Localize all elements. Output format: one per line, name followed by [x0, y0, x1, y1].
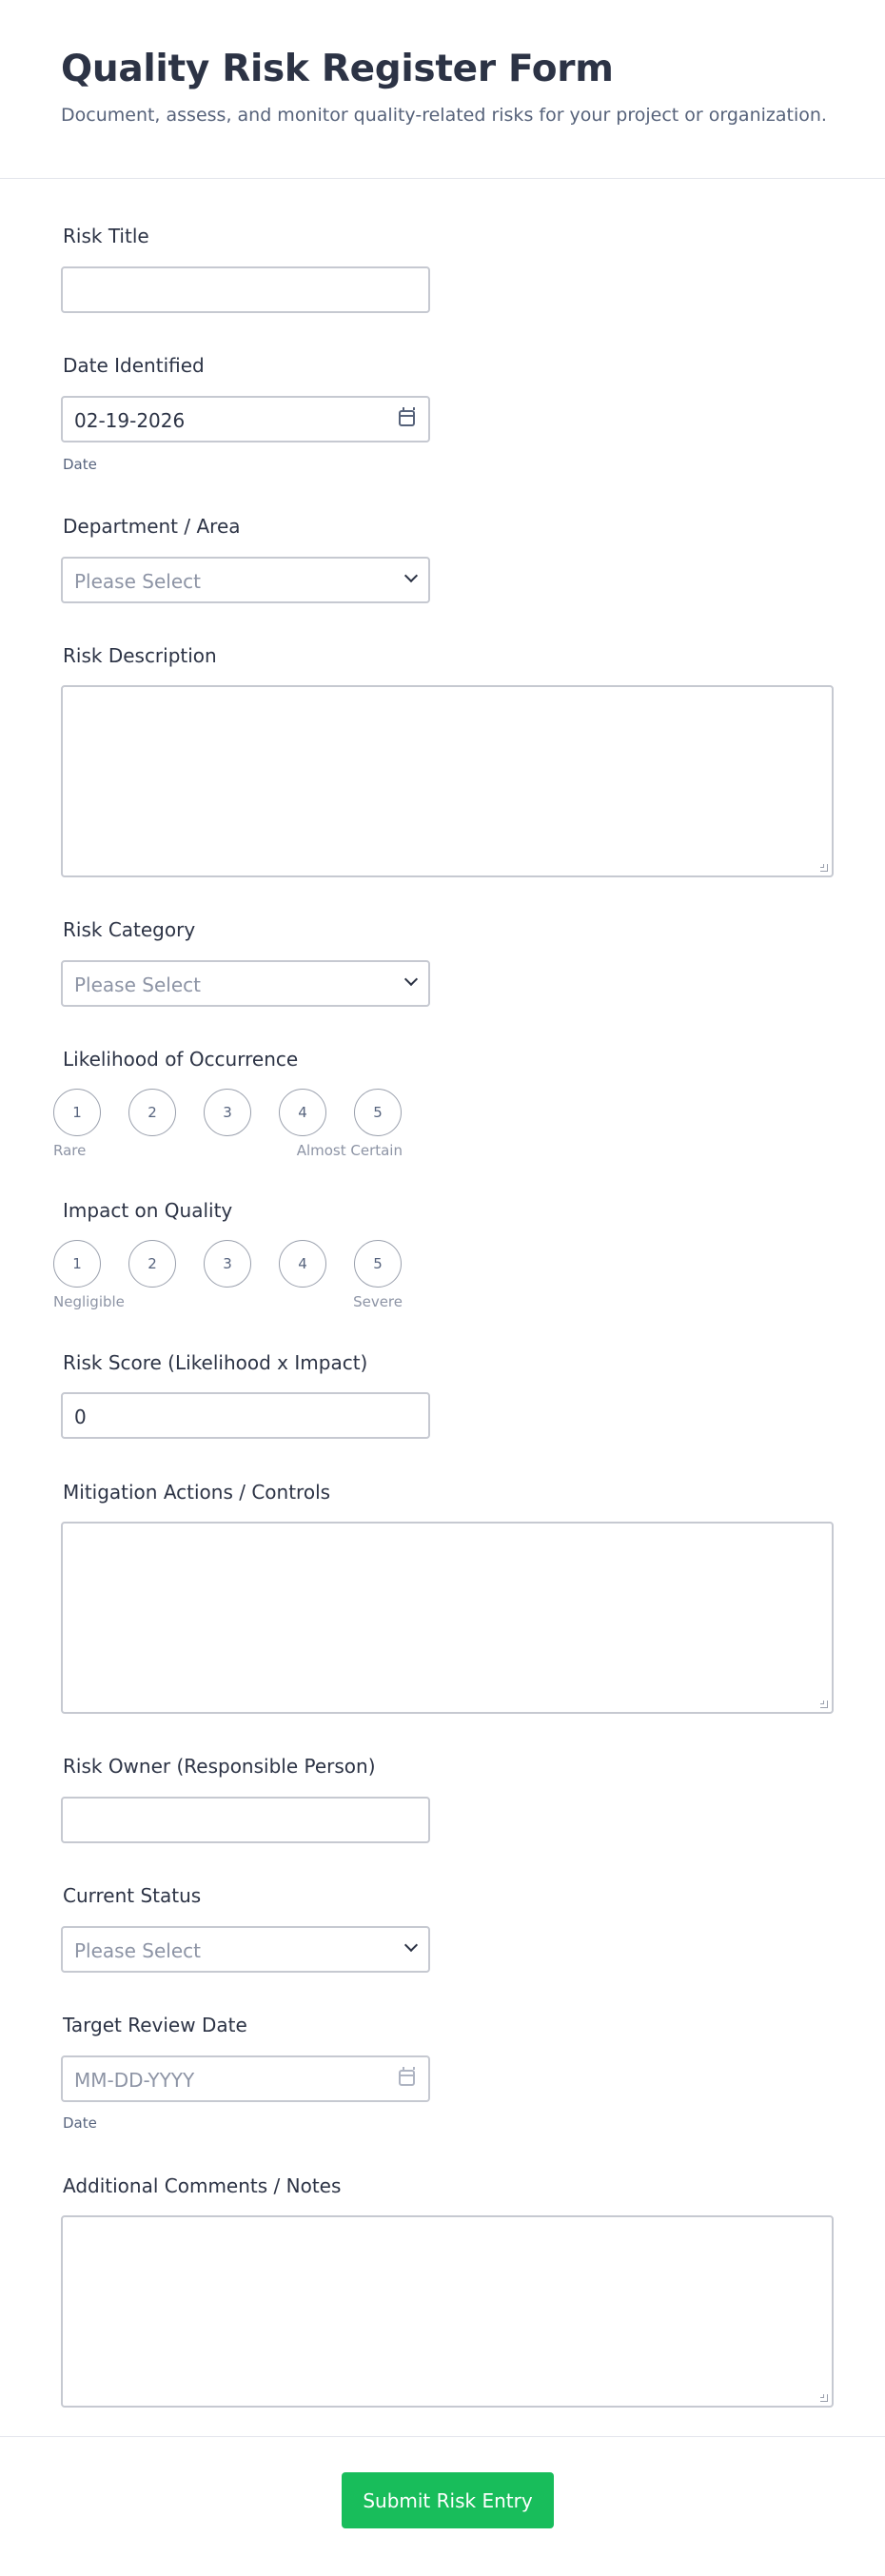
impact-option-2[interactable]: 2 [128, 1240, 176, 1288]
form-footer [0, 2436, 885, 2576]
resize-handle-icon[interactable] [820, 864, 828, 872]
chevron-down-icon [404, 569, 418, 582]
current-status-placeholder: Please Select [74, 1939, 201, 1962]
risk-description-label: Risk Description [63, 644, 217, 667]
submit-risk-entry-button[interactable]: Submit Risk Entry [342, 2472, 554, 2528]
risk-score-input[interactable] [61, 1392, 430, 1439]
mitigation-textarea[interactable] [61, 1522, 834, 1714]
comments-label: Additional Comments / Notes [63, 2174, 342, 2197]
risk-owner-input[interactable] [61, 1797, 430, 1843]
chevron-down-icon [404, 973, 418, 986]
impact-option-4[interactable]: 4 [279, 1240, 326, 1288]
resize-handle-icon[interactable] [820, 2394, 828, 2402]
likelihood-option-3[interactable]: 3 [204, 1089, 251, 1136]
impact-option-1[interactable]: 1 [53, 1240, 101, 1288]
chevron-down-icon [404, 1938, 418, 1952]
likelihood-label: Likelihood of Occurrence [63, 1048, 299, 1071]
resize-handle-icon[interactable] [820, 1701, 828, 1708]
target-review-date-input[interactable] [61, 2055, 430, 2102]
risk-category-select[interactable] [61, 960, 430, 1007]
impact-min-caption: Negligible [53, 1293, 125, 1310]
date-identified-label: Date Identified [63, 354, 205, 377]
target-review-date-label: Target Review Date [63, 2014, 247, 2036]
target-review-date-sublabel: Date [63, 2114, 97, 2132]
department-placeholder: Please Select [74, 570, 201, 593]
risk-owner-label: Risk Owner (Responsible Person) [63, 1755, 376, 1778]
risk-category-placeholder: Please Select [74, 973, 201, 996]
department-select[interactable] [61, 557, 430, 603]
current-status-label: Current Status [63, 1884, 202, 1907]
likelihood-min-caption: Rare [53, 1142, 87, 1159]
impact-option-5[interactable]: 5 [354, 1240, 402, 1288]
date-identified-value: 02-19-2026 [74, 409, 186, 432]
form-header [0, 0, 885, 179]
calendar-icon[interactable] [399, 2070, 415, 2086]
comments-textarea[interactable] [61, 2215, 834, 2408]
department-label: Department / Area [63, 515, 241, 538]
likelihood-option-5[interactable]: 5 [354, 1089, 402, 1136]
target-review-date-placeholder: MM-DD-YYYY [74, 2069, 195, 2092]
impact-label: Impact on Quality [63, 1199, 233, 1222]
risk-description-textarea[interactable] [61, 685, 834, 877]
current-status-select[interactable] [61, 1926, 430, 1973]
likelihood-option-2[interactable]: 2 [128, 1089, 176, 1136]
impact-max-caption: Severe [353, 1293, 403, 1310]
impact-option-3[interactable]: 3 [204, 1240, 251, 1288]
likelihood-option-1[interactable]: 1 [53, 1089, 101, 1136]
form-title: Quality Risk Register Form [61, 48, 614, 90]
risk-score-value: 0 [74, 1406, 87, 1428]
mitigation-label: Mitigation Actions / Controls [63, 1481, 331, 1504]
date-identified-input[interactable] [61, 396, 430, 442]
form-subtitle: Document, assess, and monitor quality-related risks for your project or organization. [61, 105, 827, 126]
risk-title-label: Risk Title [63, 225, 149, 247]
likelihood-max-caption: Almost Certain [296, 1142, 403, 1159]
risk-title-input[interactable] [61, 266, 430, 313]
risk-category-label: Risk Category [63, 918, 196, 941]
risk-score-label: Risk Score (Likelihood x Impact) [63, 1351, 368, 1374]
calendar-icon[interactable] [399, 410, 415, 426]
likelihood-option-4[interactable]: 4 [279, 1089, 326, 1136]
date-identified-sublabel: Date [63, 456, 97, 473]
